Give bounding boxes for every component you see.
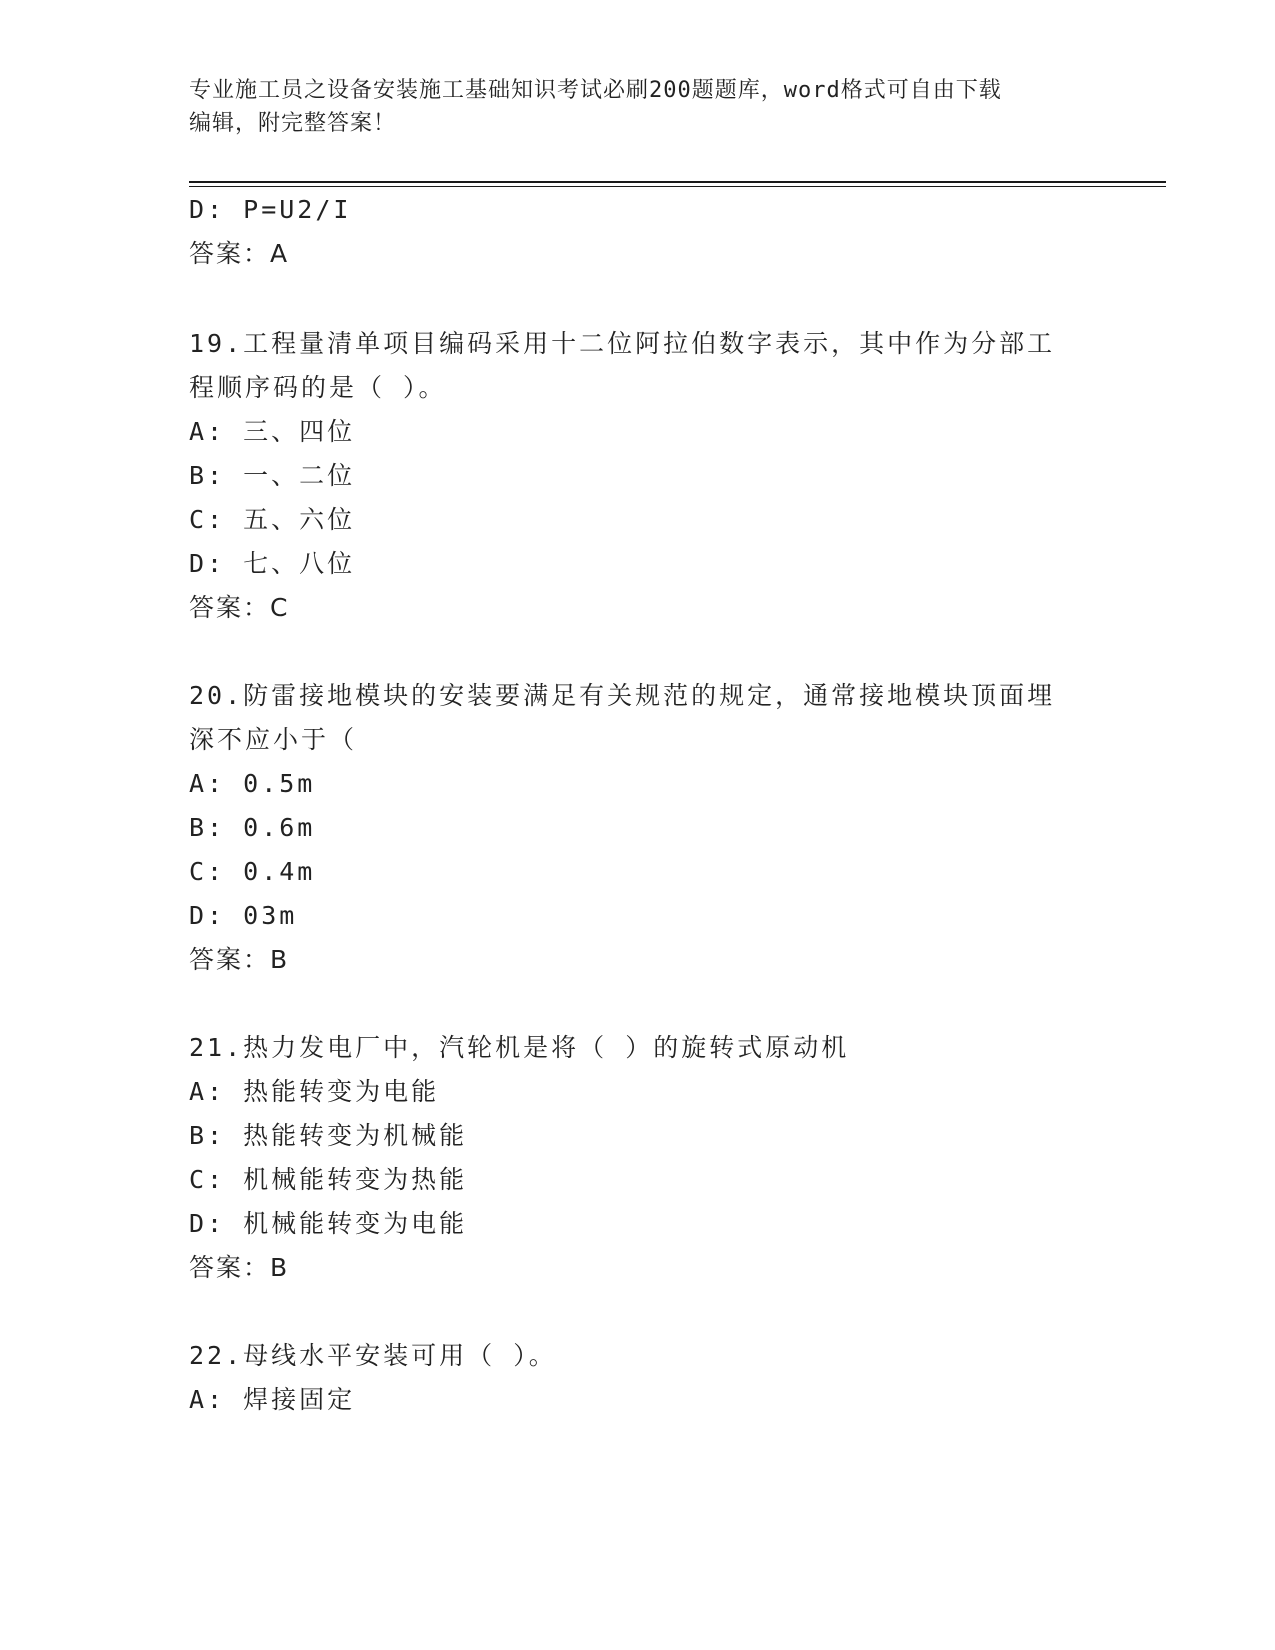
document-header <box>189 74 1089 140</box>
q20-answer: 答案：B <box>189 945 290 974</box>
header-title-line-1: 专业施工员之设备安装施工基础知识考试必刷200题题库，word格式可自由下载 <box>189 78 1002 103</box>
q21-stem-line-1: 21.热力发电厂中，汽轮机是将（ ）的旋转式原动机 <box>189 1033 850 1062</box>
q20-option-a: A: 0.5m <box>189 769 316 798</box>
q21-option-a: A: 热能转变为电能 <box>189 1077 440 1106</box>
q19-option-d: D: 七、八位 <box>189 549 356 578</box>
q19-option-b: B: 一、二位 <box>189 461 356 490</box>
q19-stem-line-2: 程顺序码的是（ ）。 <box>189 373 447 402</box>
q22-option-a: A: 焊接固定 <box>189 1385 356 1414</box>
header-title-line-2: 编辑，附完整答案！ <box>189 111 397 136</box>
q19-option-a: A: 三、四位 <box>189 417 356 446</box>
q20-stem-line-1: 20.防雷接地模块的安装要满足有关规范的规定，通常接地模块顶面埋 <box>189 681 1056 710</box>
q22-stem-line-1: 22.母线水平安装可用（ ）。 <box>189 1341 557 1370</box>
q21-option-d: D: 机械能转变为电能 <box>189 1209 468 1238</box>
q19-answer: 答案：C <box>189 593 290 622</box>
prev-answer: 答案：A <box>189 239 290 268</box>
header-divider-thick <box>189 181 1166 183</box>
q21-option-b: B: 热能转变为机械能 <box>189 1121 468 1150</box>
q21-option-c: C: 机械能转变为热能 <box>189 1165 468 1194</box>
q20-option-d: D: 03m <box>189 901 298 930</box>
q20-option-c: C: 0.4m <box>189 857 316 886</box>
prev-option-d: D: P=U2/I <box>189 195 352 224</box>
header-divider-thin <box>189 186 1166 187</box>
q20-option-b: B: 0.6m <box>189 813 316 842</box>
q19-stem-line-1: 19.工程量清单项目编码采用十二位阿拉伯数字表示，其中作为分部工 <box>189 329 1056 358</box>
q20-stem-line-2: 深不应小于（ <box>189 725 358 754</box>
q21-answer: 答案：B <box>189 1253 290 1282</box>
q19-option-c: C: 五、六位 <box>189 505 356 534</box>
